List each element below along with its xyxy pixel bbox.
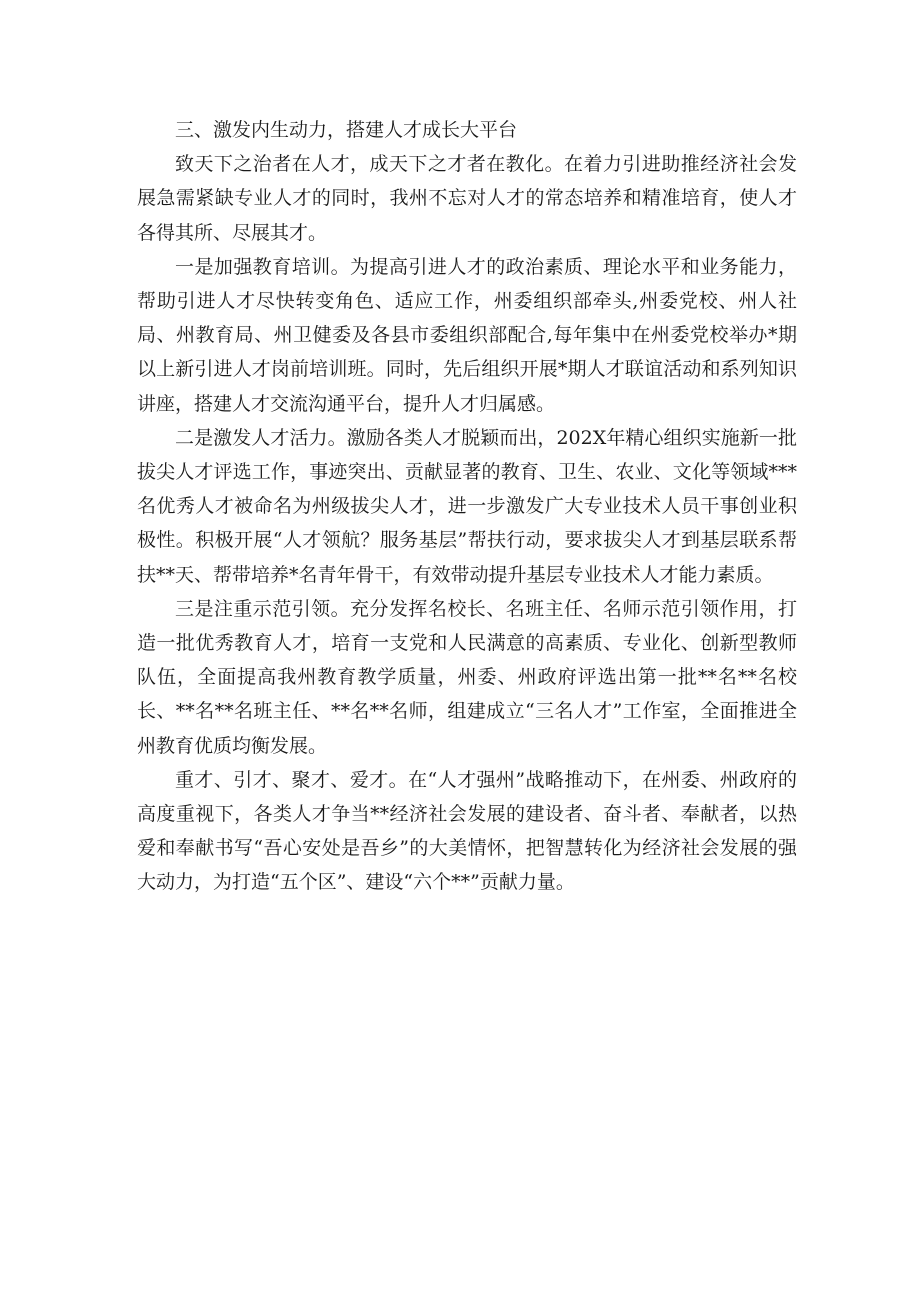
document-body [137,113,797,900]
paragraph-intro: 致天下之治者在人才，成天下之才者在教化。在着力引进助推经济社会发展急需紧缺专业人才的同时，我州不忘对人才的常态培养和精准培育，使人才各得其所、尽展其才。 [137,153,797,244]
paragraph-education-training: 一是加强教育培训。为提高引进人才的政治素质、理论水平和业务能力，帮助引进人才尽快转变角色、适应工作，州委组织部牵头,州委党校、州人社局、州教育局、州卫健委及各县市委组织部配合,每年集中在州委党校举办*期以上新引进人才岗前培训班。同时，先后组织开展*期人才联谊活动和系列知识讲座，搭建人才交流沟通平台，提升人才归属感。 [137,255,797,415]
paragraph-demonstration: 三是注重示范引领。充分发挥名校长、名班主任、名师示范引领作用，打造一批优秀教育人才，培育一支党和人民满意的高素质、专业化、创新型教师队伍，全面提高我州教育教学质量，州委、州政府评选出第一批**名**名校长、**名**名班主任、**名**名师，组建成立“三名人才”工作室，全面推进全州教育优质均衡发展。 [137,597,797,757]
section-heading: 三、激发内生动力，搭建人才成长大平台 [175,119,518,141]
paragraph-conclusion: 重才、引才、聚才、爱才。在“人才强州”战略推动下，在州委、州政府的高度重视下，各类人才争当**经济社会发展的建设者、奋斗者、奉献者，以热爱和奉献书写“吾心安处是吾乡”的大美情怀，把智慧转化为经济社会发展的强大动力，为打造“五个区”、建设“六个**”贡献力量。 [137,768,797,894]
paragraph-talent-vitality: 二是激发人才活力。激励各类人才脱颖而出，202X年精心组织实施新一批拔尖人才评选工作，事迹突出、贡献显著的教育、卫生、农业、文化等领域***名优秀人才被命名为州级拔尖人才，进一步激发广大专业技术人员干事创业积极性。积极开展“人才领航？服务基层”帮扶行动，要求拔尖人才到基层联系帮扶**天、帮带培养*名青年骨干，有效带动提升基层专业技术人才能力素质。 [137,426,797,586]
